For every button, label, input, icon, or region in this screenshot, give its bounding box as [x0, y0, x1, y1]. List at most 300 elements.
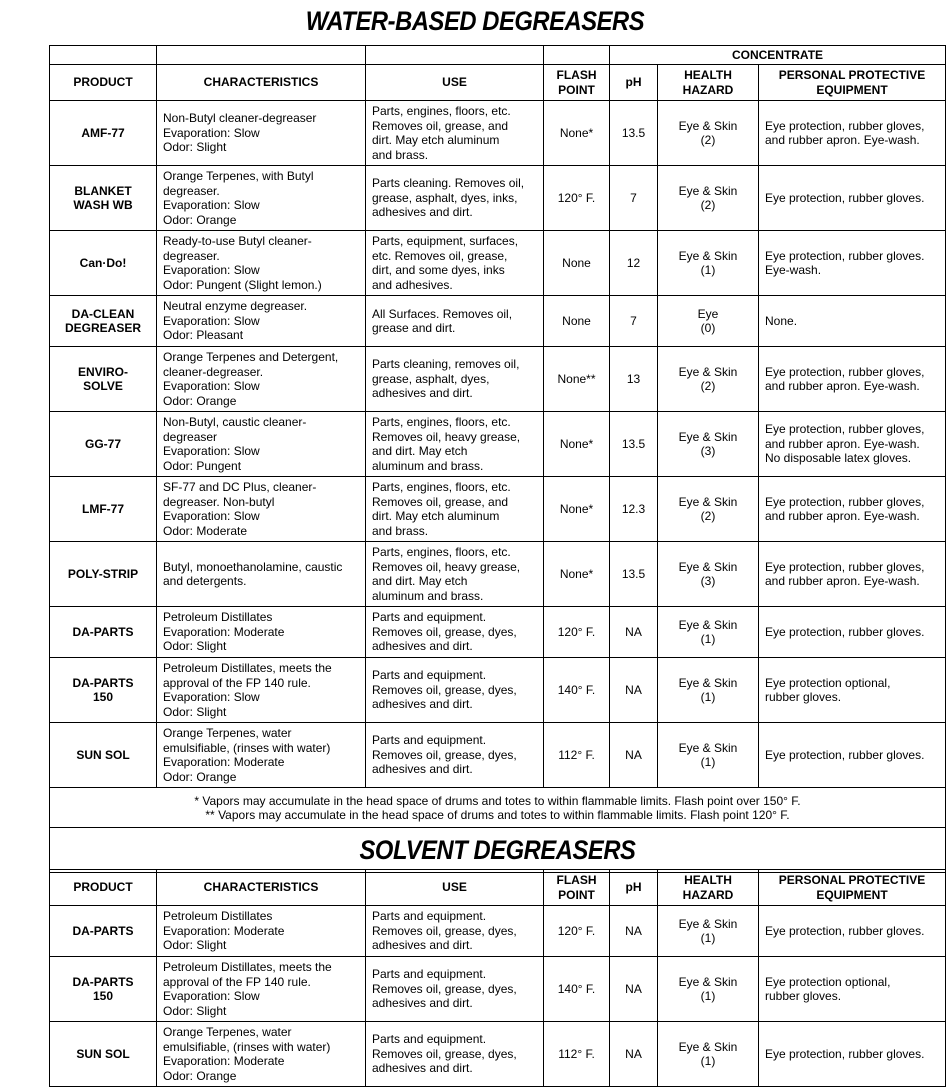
cell-line: and dirt. May etch	[372, 574, 468, 588]
ph-cell: 7	[610, 296, 658, 347]
cell-line: Odor: Moderate	[163, 523, 248, 538]
flash-point-cell: 120° F.	[544, 906, 610, 957]
cell-line: Removes oil, grease, dyes,	[372, 682, 517, 697]
cell-line: (3)	[700, 574, 716, 588]
cell-line: adhesives and dirt.	[372, 386, 473, 401]
table-row	[50, 906, 946, 957]
cell-line: (1)	[700, 690, 716, 704]
ppe-cell	[759, 477, 946, 542]
cell-line: DA-PARTS	[72, 974, 134, 989]
section-title: SOLVENT DEGREASERS	[359, 835, 636, 865]
header-characteristics: CHARACTERISTICS	[157, 65, 366, 101]
cell-line: DEGREASER	[64, 321, 141, 335]
cell-line: Removes oil, heavy grease,	[372, 429, 521, 444]
water-based-degreasers-table	[49, 45, 946, 873]
health-hazard-cell	[658, 1022, 759, 1087]
header-ph: pH	[610, 870, 658, 906]
health-hazard-cell	[658, 658, 759, 723]
use-cell	[366, 607, 544, 658]
use-cell	[366, 101, 544, 166]
use-cell	[366, 542, 544, 607]
cell-line: Eye & Skin	[678, 740, 738, 755]
cell-line: Odor: Pungent	[163, 458, 242, 473]
page-title: WATER-BASED DEGREASERS	[305, 6, 645, 36]
cell-line: Orange Terpenes, with Butyl	[163, 169, 314, 183]
cell-line: Parts and equipment.	[372, 909, 487, 924]
cell-line: adhesives and dirt.	[372, 697, 473, 712]
ppe-cell	[759, 658, 946, 723]
cell-line: adhesives and dirt.	[372, 205, 473, 220]
cell-line: Ready-to-use Butyl cleaner-	[163, 234, 312, 248]
cell-line: Parts and equipment.	[372, 610, 487, 625]
characteristics-cell	[157, 957, 366, 1022]
cell-line: Orange Terpenes and Detergent,	[163, 350, 339, 364]
use-cell	[366, 658, 544, 723]
product-name	[50, 296, 157, 347]
cell-line: Removes oil, heavy grease,	[372, 559, 521, 574]
cell-line: Evaporation: Moderate	[163, 755, 285, 769]
cell-line: Evaporation: Slow	[163, 263, 260, 277]
use-cell	[366, 296, 544, 347]
ph-cell: 12.3	[610, 477, 658, 542]
header-ppe	[759, 65, 946, 101]
use-cell	[366, 1022, 544, 1087]
cell-line: (2)	[700, 198, 716, 212]
cell-line: Evaporation: Slow	[163, 509, 260, 523]
cell-line: Odor: Slight	[163, 639, 227, 654]
flash-point-cell: None**	[544, 347, 610, 412]
characteristics-cell	[157, 542, 366, 607]
cell-line: Removes oil, grease, dyes,	[372, 747, 517, 762]
cell-line: Neutral enzyme degreaser.	[163, 299, 308, 314]
health-hazard-cell	[658, 957, 759, 1022]
health-hazard-cell	[658, 347, 759, 412]
cell-line: Evaporation: Slow	[163, 125, 260, 140]
cell-line: and rubber apron. Eye-wash.	[765, 509, 920, 523]
cell-line: Evaporation: Moderate	[163, 624, 285, 639]
cell-line: Can·Do!	[79, 255, 127, 270]
header-flash-point-line: FLASH	[556, 68, 597, 82]
cell-line: (3)	[700, 444, 716, 458]
cell-line: Eye protection optional,	[765, 974, 891, 989]
cell-line: LMF-77	[82, 501, 124, 516]
cell-line: Removes oil, grease, dyes,	[372, 1046, 517, 1061]
ph-cell: 13.5	[610, 101, 658, 166]
cell-line: grease, asphalt, dyes, inks,	[372, 190, 518, 205]
cell-line: (1)	[700, 632, 716, 646]
product-name	[50, 347, 157, 412]
cell-line: Odor: Slight	[163, 140, 227, 155]
concentrate-label: CONCENTRATE	[610, 46, 946, 65]
cell-line: dirt. May etch aluminum	[372, 133, 500, 147]
cell-line: Eye & Skin	[678, 675, 738, 690]
flash-point-cell: 140° F.	[544, 658, 610, 723]
cell-line: 150	[92, 989, 114, 1003]
cell-line: (1)	[700, 989, 716, 1003]
cell-line: Eye & Skin	[678, 118, 738, 133]
flash-point-cell: None	[544, 296, 610, 347]
cell-line: and rubber apron. Eye-wash.	[765, 436, 920, 451]
flash-point-cell: None*	[544, 412, 610, 477]
flash-point-cell: None*	[544, 477, 610, 542]
table-row	[50, 101, 946, 166]
cell-line: BLANKET	[74, 183, 132, 198]
cell-line: Eye protection, rubber gloves,	[765, 364, 925, 379]
health-hazard-cell	[658, 412, 759, 477]
flash-point-cell: 140° F.	[544, 957, 610, 1022]
header-health-hazard	[658, 870, 759, 906]
cell-line: Eye & Skin	[678, 974, 738, 989]
use-cell	[366, 957, 544, 1022]
characteristics-cell	[157, 658, 366, 723]
table-row	[50, 1022, 946, 1087]
health-hazard-cell	[658, 542, 759, 607]
header-product: PRODUCT	[50, 65, 157, 101]
header-flash-point-line: FLASH	[556, 873, 597, 887]
use-cell	[366, 477, 544, 542]
cell-line: aluminum and brass.	[372, 458, 484, 473]
cell-line: Odor: Orange	[163, 1068, 237, 1083]
characteristics-cell	[157, 347, 366, 412]
header-ppe-line: PERSONAL PROTECTIVE	[778, 873, 926, 887]
use-cell	[366, 347, 544, 412]
concentrate-header-row	[50, 46, 946, 65]
use-cell	[366, 412, 544, 477]
section-title-row	[50, 828, 946, 873]
cell-line: DA-PARTS	[72, 923, 134, 938]
ph-cell: NA	[610, 658, 658, 723]
solvent-degreasers-table	[49, 869, 946, 1087]
characteristics-cell	[157, 1022, 366, 1087]
cell-line: Parts, engines, floors, etc.	[372, 545, 511, 559]
table-row	[50, 166, 946, 231]
health-hazard-cell	[658, 101, 759, 166]
table-row	[50, 723, 946, 788]
cell-line: Eye protection, rubber gloves.	[765, 1046, 925, 1061]
cell-line: and dirt. May etch	[372, 444, 468, 458]
use-cell	[366, 906, 544, 957]
cell-line: Evaporation: Slow	[163, 989, 260, 1003]
cell-line: Eye protection, rubber gloves,	[765, 559, 925, 574]
cell-line: Evaporation: Slow	[163, 379, 260, 393]
cell-line: None.	[765, 313, 798, 328]
cell-line: AMF-77	[81, 125, 125, 140]
cell-line: degreaser.	[163, 183, 220, 198]
product-name	[50, 412, 157, 477]
ph-cell: 7	[610, 166, 658, 231]
header-flash-point-line: POINT	[558, 82, 595, 97]
cell-line: DA-PARTS	[72, 675, 134, 690]
cell-line: Removes oil, grease, and	[372, 118, 509, 133]
cell-line: Odor: Slight	[163, 938, 227, 953]
product-name	[50, 231, 157, 296]
cell-line: Non-Butyl cleaner-degreaser	[163, 111, 317, 126]
cell-line: and adhesives.	[372, 277, 453, 292]
cell-line: SF-77 and DC Plus, cleaner-	[163, 480, 317, 494]
health-hazard-cell	[658, 477, 759, 542]
footnotes-row	[50, 788, 946, 828]
cell-line: Evaporation: Slow	[163, 198, 260, 212]
ppe-cell	[759, 957, 946, 1022]
cell-line: Parts, engines, floors, etc.	[372, 104, 511, 118]
cell-line: Evaporation: Moderate	[163, 1054, 285, 1068]
column-header-row	[50, 65, 946, 101]
cell-line: and rubber apron. Eye-wash.	[765, 574, 920, 588]
cell-line: Odor: Slight	[163, 1003, 227, 1018]
cell-line: Odor: Slight	[163, 704, 227, 719]
cell-line: ENVIRO-	[77, 364, 128, 379]
cell-line: 150	[92, 690, 114, 704]
cell-line: Odor: Orange	[163, 393, 237, 408]
cell-line: Orange Terpenes, water	[163, 1025, 292, 1039]
cell-line: Evaporation: Slow	[163, 444, 260, 458]
flash-point-cell: 112° F.	[544, 1022, 610, 1087]
cell-line: Parts cleaning. Removes oil,	[372, 176, 525, 191]
cell-line: WASH WB	[73, 198, 133, 212]
ppe-cell	[759, 412, 946, 477]
cell-line: SUN SOL	[76, 1046, 130, 1061]
header-product: PRODUCT	[50, 870, 157, 906]
cell-line: Removes oil, grease, and	[372, 494, 509, 509]
cell-line: Parts, equipment, surfaces,	[372, 234, 519, 248]
cell-line: Parts and equipment.	[372, 1032, 487, 1047]
cell-line: Evaporation: Moderate	[163, 923, 285, 938]
cell-line: Petroleum Distillates, meets the	[163, 661, 332, 675]
cell-line: Non-Butyl, caustic cleaner-	[163, 415, 307, 429]
cell-line: Petroleum Distillates	[163, 610, 273, 625]
cell-line: Eye protection, rubber gloves.	[765, 248, 925, 263]
cell-line: grease, asphalt, dyes,	[372, 371, 490, 386]
table-row	[50, 412, 946, 477]
cell-line: and rubber apron. Eye-wash.	[765, 133, 920, 147]
cell-line: All Surfaces. Removes oil,	[372, 306, 513, 321]
table-row	[50, 296, 946, 347]
header-health-hazard-line: HEALTH	[684, 873, 732, 887]
health-hazard-cell	[658, 906, 759, 957]
ppe-cell	[759, 542, 946, 607]
table-row	[50, 658, 946, 723]
cell-line: rubber gloves.	[765, 690, 842, 704]
header-flash-point-line: POINT	[558, 887, 595, 902]
cell-line: Eye protection optional,	[765, 675, 891, 690]
solvent-section-header	[50, 828, 946, 873]
header-ppe-line: EQUIPMENT	[816, 82, 888, 97]
ph-cell: NA	[610, 723, 658, 788]
ph-cell: NA	[610, 957, 658, 1022]
cell-line: Parts and equipment.	[372, 967, 487, 982]
header-health-hazard-line: HEALTH	[684, 68, 732, 82]
cell-line: Parts, engines, floors, etc.	[372, 480, 511, 494]
cell-line: adhesives and dirt.	[372, 938, 473, 953]
characteristics-cell	[157, 231, 366, 296]
characteristics-cell	[157, 607, 366, 658]
flash-point-cell: 112° F.	[544, 723, 610, 788]
ph-cell: NA	[610, 906, 658, 957]
cell-line: Eye protection, rubber gloves.	[765, 747, 925, 762]
ppe-cell	[759, 296, 946, 347]
table-row	[50, 607, 946, 658]
health-hazard-cell	[658, 296, 759, 347]
footnote-single-asterisk: * Vapors may accumulate in the head space of drums and totes to within flammable limits. Flash point over 150° F.	[194, 793, 801, 808]
cell-line: (1)	[700, 755, 716, 769]
cell-line: Eye & Skin	[678, 559, 738, 574]
cell-line: (2)	[700, 379, 716, 393]
cell-line: Parts and equipment.	[372, 668, 487, 683]
cell-line: Evaporation: Slow	[163, 690, 260, 704]
product-name	[50, 477, 157, 542]
header-ph: pH	[610, 65, 658, 101]
cell-line: Eye protection, rubber gloves.	[765, 624, 925, 639]
cell-line: grease and dirt.	[372, 321, 456, 335]
cell-line: Eye protection, rubber gloves,	[765, 494, 925, 509]
health-hazard-cell	[658, 166, 759, 231]
cell-line: and rubber apron. Eye-wash.	[765, 379, 920, 393]
product-name	[50, 1022, 157, 1087]
cell-line: degreaser. Non-butyl	[163, 494, 275, 509]
characteristics-cell	[157, 723, 366, 788]
table-row	[50, 477, 946, 542]
header-health-hazard-line: HAZARD	[682, 887, 734, 902]
ppe-cell	[759, 101, 946, 166]
cell-line: Eye protection, rubber gloves.	[765, 923, 925, 938]
cell-line: Butyl, monoethanolamine, caustic	[163, 559, 343, 574]
cell-line: degreaser	[163, 429, 218, 444]
cell-line: Odor: Orange	[163, 769, 237, 784]
ph-cell: 12	[610, 231, 658, 296]
cell-line: Eye & Skin	[678, 916, 738, 931]
cell-line: (2)	[700, 133, 716, 147]
cell-line: adhesives and dirt.	[372, 1061, 473, 1076]
cell-line: etc. Removes oil, grease,	[372, 248, 508, 263]
characteristics-cell	[157, 296, 366, 347]
cell-line: Odor: Pungent (Slight lemon.)	[163, 277, 322, 292]
cell-line: Petroleum Distillates	[163, 909, 273, 924]
header-ppe	[759, 870, 946, 906]
use-cell	[366, 231, 544, 296]
flash-point-cell: None*	[544, 101, 610, 166]
characteristics-cell	[157, 412, 366, 477]
health-hazard-cell	[658, 231, 759, 296]
cell-line: Odor: Orange	[163, 212, 237, 227]
cell-line: (0)	[700, 321, 716, 335]
cell-line: Parts cleaning, removes oil,	[372, 357, 520, 372]
cell-line: dirt, and some dyes, inks	[372, 263, 505, 277]
header-characteristics: CHARACTERISTICS	[157, 870, 366, 906]
cell-line: Eye protection, rubber gloves,	[765, 118, 925, 133]
cell-line: Removes oil, grease, dyes,	[372, 981, 517, 996]
cell-line: and brass.	[372, 523, 429, 538]
table-row	[50, 231, 946, 296]
health-hazard-cell	[658, 723, 759, 788]
cell-line: Evaporation: Slow	[163, 313, 260, 328]
header-ppe-line: PERSONAL PROTECTIVE	[778, 68, 926, 82]
cell-line: GG-77	[84, 436, 121, 451]
cell-line: DA-CLEAN	[71, 306, 135, 321]
cell-line: cleaner-degreaser.	[163, 364, 264, 379]
cell-line: emulsifiable, (rinses with water)	[163, 1039, 331, 1054]
cell-line: No disposable latex gloves.	[765, 451, 912, 466]
header-flash-point	[544, 870, 610, 906]
ppe-cell	[759, 607, 946, 658]
use-cell	[366, 166, 544, 231]
cell-line: Eye & Skin	[678, 364, 738, 379]
characteristics-cell	[157, 906, 366, 957]
ph-cell: NA	[610, 1022, 658, 1087]
cell-line: Eye protection, rubber gloves.	[765, 190, 925, 205]
cell-line: aluminum and brass.	[372, 588, 484, 603]
header-health-hazard	[658, 65, 759, 101]
cell-line: Eye protection, rubber gloves,	[765, 422, 925, 437]
cell-line: SOLVE	[83, 379, 123, 393]
cell-line: Removes oil, grease, dyes,	[372, 923, 517, 938]
cell-line: and detergents.	[163, 574, 247, 588]
product-name	[50, 542, 157, 607]
cell-line: Eye & Skin	[678, 494, 738, 509]
cell-line: adhesives and dirt.	[372, 639, 473, 654]
header-flash-point	[544, 65, 610, 101]
table-row	[50, 347, 946, 412]
cell-line: Removes oil, grease, dyes,	[372, 624, 517, 639]
table-row	[50, 957, 946, 1022]
cell-line: SUN SOL	[76, 747, 130, 762]
product-name	[50, 607, 157, 658]
cell-line: approval of the FP 140 rule.	[163, 974, 311, 989]
cell-line: approval of the FP 140 rule.	[163, 675, 311, 690]
cell-line: Parts, engines, floors, etc.	[372, 415, 511, 429]
health-hazard-cell	[658, 607, 759, 658]
cell-line: adhesives and dirt.	[372, 996, 473, 1011]
cell-line: degreaser.	[163, 248, 220, 263]
product-name	[50, 658, 157, 723]
cell-line: POLY-STRIP	[67, 566, 139, 581]
cell-line: (1)	[700, 263, 716, 277]
column-header-row	[50, 870, 946, 906]
footnote-double-asterisk: ** Vapors may accumulate in the head space of drums and totes to within flammable limits. Flash point 120° F.	[205, 808, 790, 822]
cell-line: Eye & Skin	[678, 1039, 738, 1054]
ph-cell: NA	[610, 607, 658, 658]
use-cell	[366, 723, 544, 788]
table-row	[50, 542, 946, 607]
cell-line: dirt. May etch aluminum	[372, 509, 500, 523]
ppe-cell	[759, 166, 946, 231]
cell-line: (1)	[700, 1054, 716, 1068]
cell-line: Eye & Skin	[678, 248, 738, 263]
flash-point-cell: 120° F.	[544, 607, 610, 658]
flash-point-cell: 120° F.	[544, 166, 610, 231]
header-use: USE	[366, 870, 544, 906]
cell-line: (1)	[700, 931, 716, 945]
ph-cell: 13	[610, 347, 658, 412]
flash-point-cell: None*	[544, 542, 610, 607]
cell-line: Eye & Skin	[678, 429, 738, 444]
cell-line: Odor: Pleasant	[163, 328, 244, 343]
ph-cell: 13.5	[610, 412, 658, 477]
cell-line: Eye	[697, 306, 719, 321]
characteristics-cell	[157, 477, 366, 542]
cell-line: Eye-wash.	[765, 263, 822, 277]
cell-line: (2)	[700, 509, 716, 523]
characteristics-cell	[157, 166, 366, 231]
ppe-cell	[759, 347, 946, 412]
cell-line: and brass.	[372, 147, 429, 162]
cell-line: Eye & Skin	[678, 617, 738, 632]
cell-line: DA-PARTS	[72, 624, 134, 639]
product-name	[50, 957, 157, 1022]
header-use: USE	[366, 65, 544, 101]
cell-line: Orange Terpenes, water	[163, 726, 292, 740]
cell-line: rubber gloves.	[765, 989, 842, 1003]
ph-cell: 13.5	[610, 542, 658, 607]
